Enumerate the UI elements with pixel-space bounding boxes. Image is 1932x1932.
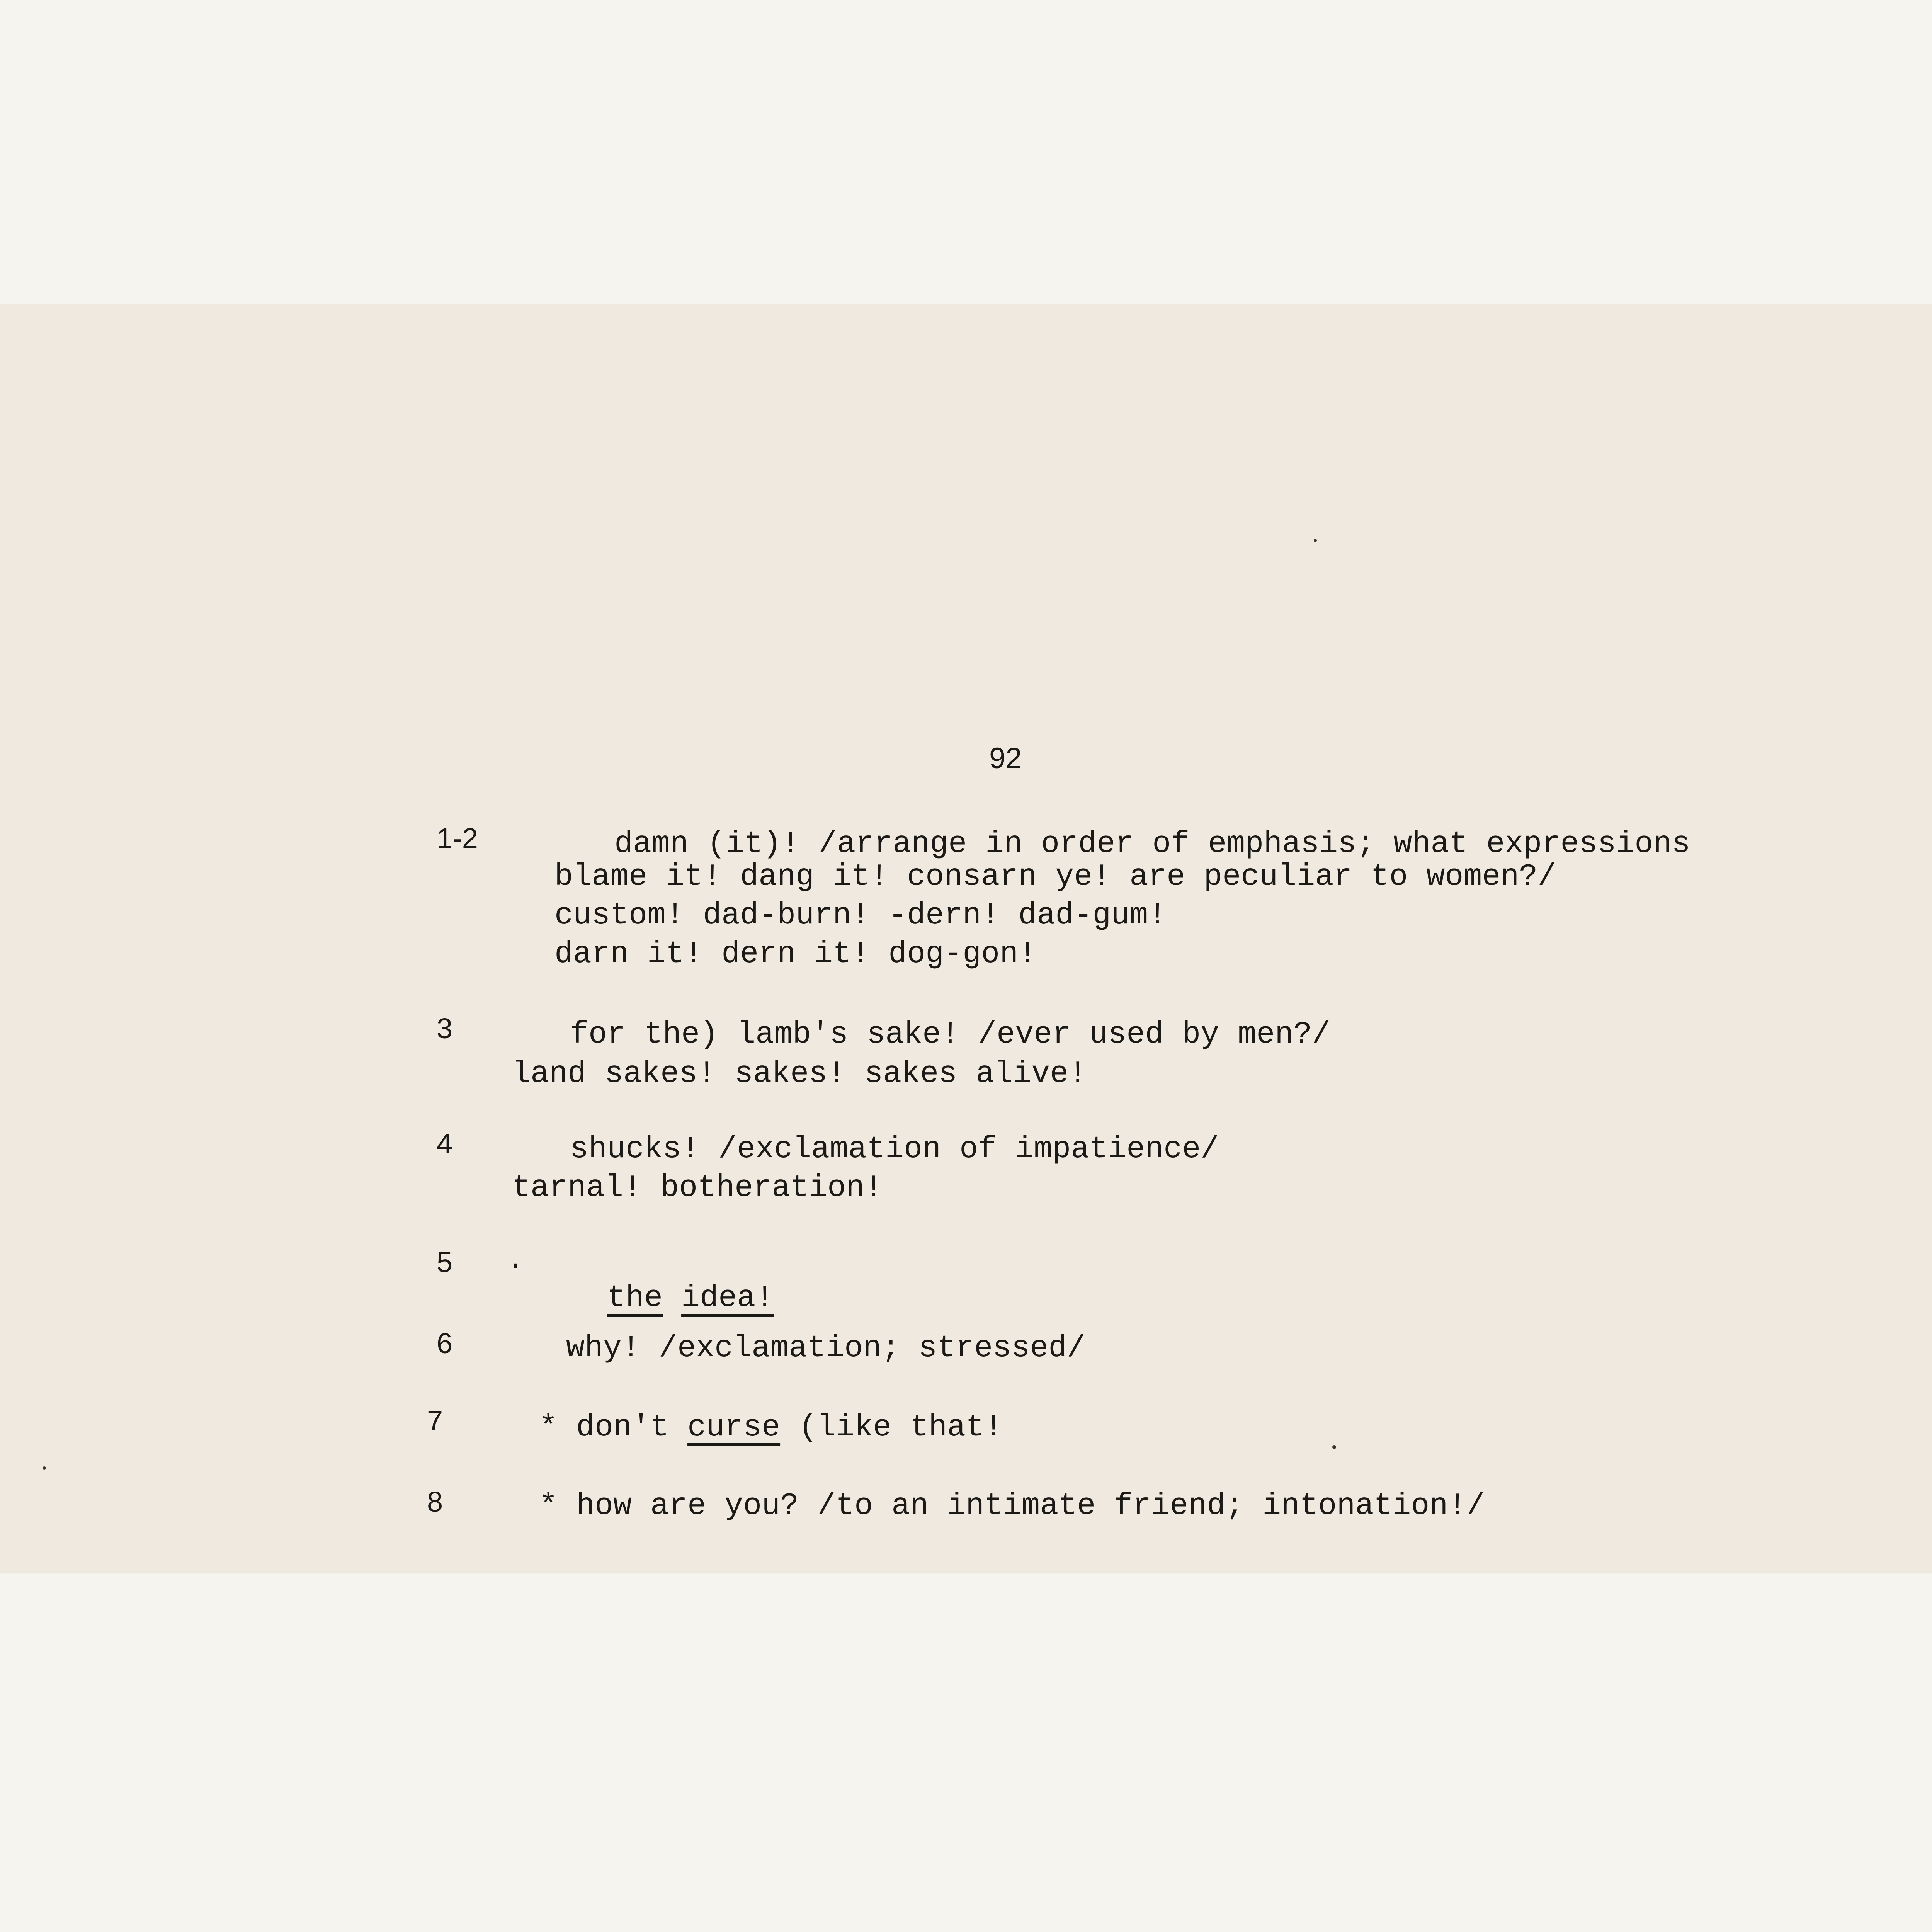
entry-line [539,1412,1003,1443]
entry-number: 6 [437,1327,453,1359]
entry-line: tarnal! botheration! [512,1170,883,1206]
underlined-word: the [607,1281,663,1316]
ink-speck [1314,539,1317,542]
underlined-word: idea! [681,1281,774,1316]
ink-speck [1332,1445,1336,1449]
entry-text: * don't [539,1410,688,1445]
entry-line: darn it! dern it! dog-gon! [554,937,1037,972]
entry-line: land sakes! sakes! sakes alive! [512,1056,1087,1092]
entry-line: damn (it)! /arrange in order of emphasis; what expressions [614,827,1690,862]
entry-line: for the) lamb's sake! /ever used by men?/ [570,1017,1331,1052]
entry-line: why! /exclamation; stressed/ [566,1331,1086,1366]
underlined-word: curse [687,1410,781,1445]
ink-speck [43,1466,46,1470]
entry-number: 1-2 [437,822,478,854]
entry-text: (like that! [780,1410,1003,1445]
underlined-phrase [570,1252,774,1314]
entry-number: 7 [427,1405,443,1437]
entry-number: 5 [437,1246,453,1278]
entry-line: custom! dad-burn! -dern! dad-gum! [554,898,1167,933]
entry-number: 4 [437,1128,453,1160]
entry-line: blame it! dang it! consarn ye! are peculiar to women?/ [554,859,1556,895]
entry-line: * how are you? /to an intimate friend; intonation!/ [539,1488,1485,1524]
entry-number: 8 [427,1486,443,1518]
page-number: 92 [989,742,1022,775]
entry-line: shucks! /exclamation of impatience/ [570,1132,1219,1167]
bullet-mark: · [506,1249,525,1284]
entry-number: 3 [437,1012,453,1044]
